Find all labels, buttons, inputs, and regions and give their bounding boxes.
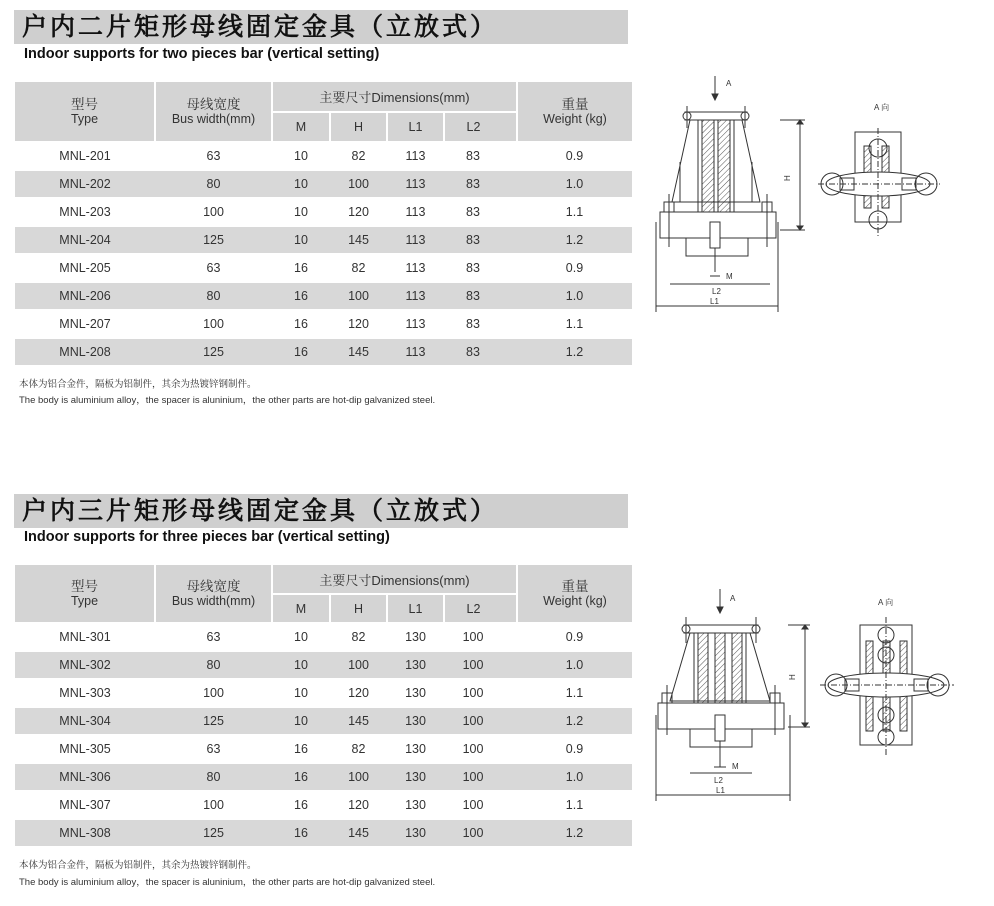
cell-m: 10: [272, 623, 330, 651]
cell-h: 120: [330, 791, 387, 819]
header-l2: L2: [444, 594, 502, 623]
cell-type: MNL-203: [15, 198, 155, 226]
cell-h: 82: [330, 254, 387, 282]
cell-l2: 83: [444, 226, 502, 254]
cell-bus-width: 63: [155, 254, 272, 282]
cell-bus-width: 100: [155, 198, 272, 226]
cell-weight: 1.0: [517, 282, 632, 310]
spec-table: [15, 82, 632, 365]
cell-l1: 130: [387, 735, 444, 763]
cell-m: 16: [272, 763, 330, 791]
cell-type: MNL-306: [15, 763, 155, 791]
table-row: [15, 198, 632, 226]
cell-type: MNL-307: [15, 791, 155, 819]
cell-m: 16: [272, 310, 330, 338]
label-h: H: [783, 175, 792, 181]
cell-spacer: [502, 254, 517, 282]
cell-spacer: [502, 170, 517, 198]
cell-l2: 83: [444, 282, 502, 310]
cell-m: 10: [272, 198, 330, 226]
cell-bus-width: 63: [155, 735, 272, 763]
cell-bus-width: 80: [155, 763, 272, 791]
cell-bus-width: 125: [155, 819, 272, 846]
cell-weight: 1.1: [517, 791, 632, 819]
table-row: [15, 763, 632, 791]
table-row: [15, 142, 632, 170]
table-row: [15, 338, 632, 365]
header-dimensions: 主要尺寸Dimensions(mm): [272, 565, 517, 594]
label-m: M: [732, 762, 739, 771]
cell-l1: 130: [387, 679, 444, 707]
header-m: M: [272, 112, 330, 142]
table-row: [15, 707, 632, 735]
cell-bus-width: 80: [155, 651, 272, 679]
cell-l1: 130: [387, 819, 444, 846]
table-row: [15, 651, 632, 679]
label-a: A: [726, 79, 732, 88]
cell-weight: 1.0: [517, 763, 632, 791]
cell-type: MNL-205: [15, 254, 155, 282]
cell-spacer: [502, 338, 517, 365]
cell-type: MNL-207: [15, 310, 155, 338]
cell-bus-width: 63: [155, 623, 272, 651]
cell-l1: 130: [387, 763, 444, 791]
cell-weight: 0.9: [517, 735, 632, 763]
header-l1: L1: [387, 594, 444, 623]
cell-l1: 130: [387, 623, 444, 651]
cell-l1: 130: [387, 707, 444, 735]
cell-m: 10: [272, 170, 330, 198]
section-title-en: Indoor supports for two pieces bar (vertical setting): [24, 46, 380, 62]
material-note-en: The body is aluminium alloy，the spacer is aluninium，the other parts are hot-dip galvanized steel.: [19, 877, 436, 888]
cell-m: 10: [272, 226, 330, 254]
cell-h: 145: [330, 819, 387, 846]
cell-type: MNL-208: [15, 338, 155, 365]
table-row: [15, 791, 632, 819]
cell-m: 10: [272, 679, 330, 707]
cell-type: MNL-304: [15, 707, 155, 735]
cell-type: MNL-206: [15, 282, 155, 310]
label-l2: L2: [712, 287, 721, 296]
material-note-cn: 本体为铝合金件，隔板为铝制件，其余为热镀锌钢制件。: [19, 379, 257, 390]
cell-l2: 100: [444, 819, 502, 846]
cell-type: MNL-202: [15, 170, 155, 198]
cell-type: MNL-303: [15, 679, 155, 707]
cell-spacer: [502, 763, 517, 791]
cell-l2: 83: [444, 338, 502, 365]
table-row: [15, 623, 632, 651]
material-note-cn: 本体为铝合金件，隔板为铝制件，其余为热镀锌钢制件。: [19, 860, 257, 871]
cell-l2: 100: [444, 791, 502, 819]
two-bar-support-drawing: [650, 72, 970, 317]
cell-spacer: [502, 310, 517, 338]
cell-l1: 113: [387, 198, 444, 226]
header-l1: L1: [387, 112, 444, 142]
header-bus-width: 母线宽度 Bus width(mm): [155, 82, 272, 142]
label-l2: L2: [714, 776, 723, 785]
cell-spacer: [502, 819, 517, 846]
cell-spacer: [502, 198, 517, 226]
cell-m: 10: [272, 142, 330, 170]
cell-spacer: [502, 142, 517, 170]
header-weight: 重量 Weight (kg): [517, 82, 632, 142]
cell-m: 16: [272, 735, 330, 763]
cell-spacer: [502, 707, 517, 735]
cell-type: MNL-201: [15, 142, 155, 170]
cell-bus-width: 80: [155, 170, 272, 198]
table-row: [15, 226, 632, 254]
cell-l1: 113: [387, 310, 444, 338]
cell-h: 100: [330, 763, 387, 791]
cell-l1: 113: [387, 170, 444, 198]
label-l1: L1: [716, 786, 725, 795]
cell-weight: 1.2: [517, 338, 632, 365]
table-row: [15, 679, 632, 707]
cell-l1: 130: [387, 791, 444, 819]
table-row: [15, 254, 632, 282]
spec-table: [15, 565, 632, 846]
cell-h: 145: [330, 707, 387, 735]
header-weight: 重量 Weight (kg): [517, 565, 632, 623]
cell-type: MNL-302: [15, 651, 155, 679]
cell-spacer: [502, 226, 517, 254]
label-a-view: A 向: [878, 598, 894, 607]
material-note-en: The body is aluminium alloy，the spacer is aluninium，the other parts are hot-dip galvanized steel.: [19, 395, 436, 406]
table-row: [15, 819, 632, 846]
cell-type: MNL-308: [15, 819, 155, 846]
section-title-cn: 户内三片矩形母线固定金具（立放式）: [22, 496, 499, 525]
header-m: M: [272, 594, 330, 623]
cell-l2: 100: [444, 623, 502, 651]
cell-l2: 100: [444, 679, 502, 707]
cell-spacer: [502, 623, 517, 651]
cell-h: 82: [330, 623, 387, 651]
cell-l1: 113: [387, 226, 444, 254]
cell-h: 100: [330, 651, 387, 679]
header-spacer: [502, 594, 517, 623]
cell-m: 16: [272, 791, 330, 819]
header-type: 型号 Type: [15, 82, 155, 142]
cell-m: 16: [272, 254, 330, 282]
cell-weight: 1.0: [517, 170, 632, 198]
table-row: [15, 735, 632, 763]
cell-l1: 130: [387, 651, 444, 679]
cell-h: 145: [330, 338, 387, 365]
cell-weight: 0.9: [517, 254, 632, 282]
cell-bus-width: 125: [155, 338, 272, 365]
cell-bus-width: 63: [155, 142, 272, 170]
table-row: [15, 170, 632, 198]
cell-weight: 1.1: [517, 198, 632, 226]
cell-weight: 1.1: [517, 310, 632, 338]
cell-m: 16: [272, 338, 330, 365]
cell-l2: 83: [444, 310, 502, 338]
cell-l2: 100: [444, 735, 502, 763]
cell-spacer: [502, 791, 517, 819]
header-h: H: [330, 594, 387, 623]
table-row: [15, 310, 632, 338]
cell-weight: 0.9: [517, 623, 632, 651]
cell-l2: 100: [444, 651, 502, 679]
cell-l2: 100: [444, 707, 502, 735]
cell-weight: 1.2: [517, 226, 632, 254]
cell-l1: 113: [387, 142, 444, 170]
cell-bus-width: 125: [155, 707, 272, 735]
cell-bus-width: 100: [155, 679, 272, 707]
label-a-view: A 向: [874, 103, 890, 112]
cell-h: 120: [330, 198, 387, 226]
cell-spacer: [502, 282, 517, 310]
cell-type: MNL-305: [15, 735, 155, 763]
header-type: 型号 Type: [15, 565, 155, 623]
cell-bus-width: 100: [155, 791, 272, 819]
cell-h: 82: [330, 735, 387, 763]
cell-l2: 83: [444, 254, 502, 282]
cell-l1: 113: [387, 254, 444, 282]
cell-l2: 83: [444, 142, 502, 170]
cell-l2: 83: [444, 170, 502, 198]
cell-weight: 1.1: [517, 679, 632, 707]
label-l1: L1: [710, 297, 719, 306]
cell-bus-width: 80: [155, 282, 272, 310]
cell-h: 100: [330, 170, 387, 198]
cell-weight: 1.2: [517, 707, 632, 735]
section-title-cn: 户内二片矩形母线固定金具（立放式）: [22, 12, 499, 41]
cell-weight: 1.2: [517, 819, 632, 846]
cell-l1: 113: [387, 282, 444, 310]
header-dimensions: 主要尺寸Dimensions(mm): [272, 82, 517, 112]
cell-h: 120: [330, 679, 387, 707]
header-h: H: [330, 112, 387, 142]
cell-type: MNL-301: [15, 623, 155, 651]
cell-m: 10: [272, 651, 330, 679]
cell-bus-width: 125: [155, 226, 272, 254]
cell-m: 16: [272, 282, 330, 310]
header-l2: L2: [444, 112, 502, 142]
table-row: [15, 282, 632, 310]
cell-h: 120: [330, 310, 387, 338]
cell-weight: 0.9: [517, 142, 632, 170]
three-bar-support-drawing: [650, 585, 970, 810]
cell-spacer: [502, 679, 517, 707]
cell-type: MNL-204: [15, 226, 155, 254]
cell-weight: 1.0: [517, 651, 632, 679]
label-a: A: [730, 594, 736, 603]
header-bus-width: 母线宽度 Bus width(mm): [155, 565, 272, 623]
label-h: H: [788, 674, 797, 680]
cell-l1: 113: [387, 338, 444, 365]
header-spacer: [502, 112, 517, 142]
cell-m: 16: [272, 819, 330, 846]
cell-m: 10: [272, 707, 330, 735]
cell-spacer: [502, 735, 517, 763]
cell-l2: 100: [444, 763, 502, 791]
cell-h: 100: [330, 282, 387, 310]
cell-bus-width: 100: [155, 310, 272, 338]
cell-spacer: [502, 651, 517, 679]
label-m: M: [726, 272, 733, 281]
cell-h: 82: [330, 142, 387, 170]
section-title-en: Indoor supports for three pieces bar (vertical setting): [24, 529, 390, 545]
cell-h: 145: [330, 226, 387, 254]
cell-l2: 83: [444, 198, 502, 226]
